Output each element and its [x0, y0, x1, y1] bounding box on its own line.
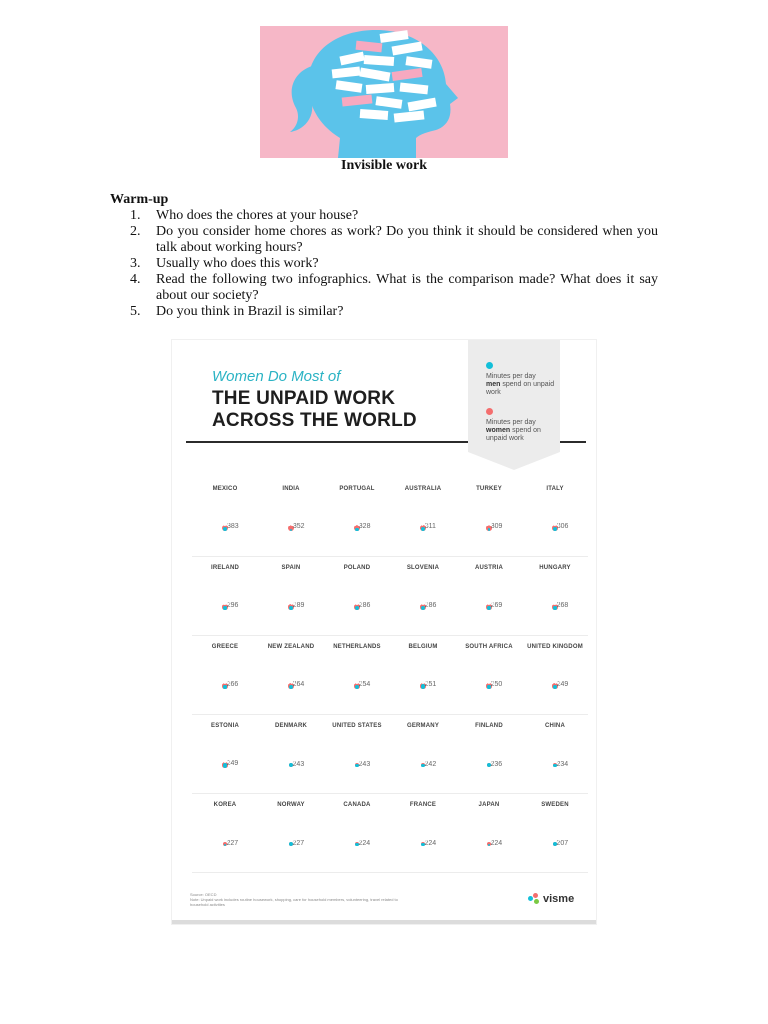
question-number: 2. — [130, 224, 141, 239]
women-value: 352 — [292, 522, 305, 530]
legend-men — [486, 362, 558, 397]
women-value: 296 — [226, 602, 239, 610]
question-text: Do you consider home chores as work? Do you think it should be considered when you talk about working hours? — [156, 224, 658, 255]
women-value: 224 — [424, 839, 437, 847]
legend-women-swatch — [486, 408, 493, 415]
women-value: 236 — [490, 760, 503, 768]
country-row — [192, 557, 588, 636]
country-name: INDIA — [282, 486, 300, 492]
women-value: 224 — [358, 839, 371, 847]
women-value: 227 — [292, 839, 305, 847]
country-cell — [390, 636, 456, 714]
women-value: 309 — [490, 523, 503, 531]
legend-women — [486, 408, 558, 443]
question-list — [130, 208, 658, 320]
infographic-title-line-2: ACROSS THE WORLD — [212, 410, 417, 431]
country-name: NORWAY — [277, 802, 305, 808]
women-value: 306 — [556, 523, 569, 531]
country-cell — [258, 636, 324, 714]
question-item — [130, 272, 658, 304]
women-value: 234 — [556, 760, 569, 768]
women-value: 227 — [226, 839, 239, 847]
legend-women-post: spend on unpaid work — [486, 427, 541, 442]
head-silhouette-with-notes-icon — [260, 26, 508, 158]
country-name: NETHERLANDS — [333, 644, 381, 650]
country-cell — [324, 478, 390, 556]
legend-women-pre: Minutes per day — [486, 419, 536, 426]
header-illustration — [260, 26, 508, 158]
country-cell — [522, 794, 588, 872]
country-name: UNITED STATES — [332, 723, 382, 729]
country-cell — [390, 715, 456, 793]
women-value: 328 — [358, 523, 371, 531]
country-name: JAPAN — [478, 802, 500, 808]
country-name: SOUTH AFRICA — [465, 644, 513, 650]
women-value: 207 — [556, 839, 569, 847]
men-value: 148 — [351, 837, 362, 844]
women-value: 286 — [358, 602, 371, 610]
visme-logo-icon — [528, 893, 540, 905]
country-cell — [192, 794, 258, 872]
country-name: DENMARK — [274, 723, 308, 729]
men-value: 140 — [549, 679, 560, 686]
men-value: 41 — [485, 837, 493, 844]
country-name: BELGIUM — [408, 644, 438, 650]
country-cell — [390, 794, 456, 872]
source-note — [190, 892, 410, 907]
country-name: UNITED KINGDOM — [527, 644, 583, 650]
country-row — [192, 478, 588, 557]
page-title: Invisible work — [341, 158, 427, 173]
country-cell — [258, 478, 324, 556]
men-value: 131 — [549, 521, 560, 528]
infographic-title — [212, 388, 472, 432]
women-value: 266 — [226, 681, 239, 689]
country-name: AUSTRIA — [474, 565, 504, 571]
country-cell — [456, 794, 522, 872]
country-name: ITALY — [546, 486, 564, 492]
country-row — [192, 715, 588, 794]
women-value: 251 — [424, 681, 437, 689]
country-cell — [390, 478, 456, 556]
men-value: 127 — [549, 600, 560, 607]
men-value: 166 — [417, 600, 428, 607]
country-cell — [522, 557, 588, 635]
country-name: CHINA — [545, 723, 565, 729]
infographic-bottom-border — [172, 920, 596, 924]
question-text: Read the following two infographics. What is the comparison made? What does it say about our society? — [156, 272, 658, 303]
country-name: GERMANY — [406, 723, 440, 729]
country-name: NEW ZEALAND — [267, 644, 315, 650]
country-cell — [522, 478, 588, 556]
women-value: 243 — [358, 760, 371, 768]
country-cell — [258, 557, 324, 635]
men-value: 150 — [417, 758, 428, 765]
women-value: 286 — [424, 602, 437, 610]
men-value: 133 — [351, 679, 362, 686]
country-name: PORTUGAL — [339, 486, 375, 492]
men-value: 135 — [417, 837, 428, 844]
men-value: 85 — [485, 521, 493, 528]
country-name: ESTONIA — [211, 723, 239, 729]
country-cell — [192, 478, 258, 556]
women-value: 254 — [358, 681, 371, 689]
men-value: 129 — [219, 600, 230, 607]
country-cell — [456, 557, 522, 635]
country-cell — [324, 794, 390, 872]
country-cell — [192, 636, 258, 714]
legend-men-pre: Minutes per day — [486, 373, 536, 380]
men-value: 52 — [287, 522, 295, 528]
legend-men-swatch — [486, 362, 493, 369]
question-text: Usually who does this work? — [156, 256, 319, 271]
women-value: 268 — [556, 602, 569, 610]
country-grid — [192, 478, 588, 873]
women-value: 242 — [424, 760, 437, 768]
question-item — [130, 224, 658, 256]
section-heading: Warm-up — [110, 192, 169, 207]
country-cell — [324, 636, 390, 714]
men-value: 109 — [219, 679, 230, 686]
country-cell — [456, 478, 522, 556]
legend-men-bold: men — [486, 381, 501, 388]
country-cell — [192, 715, 258, 793]
country-cell — [390, 557, 456, 635]
women-value: 224 — [490, 839, 503, 847]
country-row — [192, 794, 588, 873]
country-name: AUSTRALIA — [404, 486, 442, 492]
question-item — [130, 304, 658, 320]
country-cell — [456, 636, 522, 714]
country-cell — [258, 715, 324, 793]
men-value: 150 — [351, 758, 362, 765]
legend — [468, 340, 560, 452]
women-value: 249 — [556, 681, 569, 689]
country-name: GREECE — [211, 644, 239, 650]
country-name: FRANCE — [409, 802, 437, 808]
question-item — [130, 256, 658, 272]
source-label: Source: OECD — [190, 892, 217, 897]
women-value: 269 — [490, 602, 503, 610]
men-value: 146 — [285, 600, 296, 607]
women-value: 264 — [292, 681, 305, 689]
question-text: Who does the chores at your house? — [156, 208, 359, 223]
country-name: CANADA — [343, 802, 371, 808]
men-value: 160 — [219, 758, 230, 765]
men-value: 168 — [417, 679, 428, 686]
legend-pointer — [468, 452, 560, 470]
country-name: KOREA — [213, 802, 237, 808]
question-number: 1. — [130, 208, 141, 223]
country-name: POLAND — [343, 565, 371, 571]
women-value: 311 — [424, 523, 436, 531]
women-value: 250 — [490, 681, 503, 689]
men-value: 103 — [483, 679, 494, 686]
men-value: 186 — [285, 758, 296, 765]
women-value: 249 — [226, 760, 239, 768]
country-cell — [324, 557, 390, 635]
men-value: 157 — [483, 758, 494, 765]
country-name: IRELAND — [210, 565, 240, 571]
men-value: 159 — [351, 600, 362, 607]
country-row — [192, 636, 588, 715]
men-value: 168 — [285, 837, 296, 844]
country-name: TURKEY — [476, 486, 502, 492]
women-value: 289 — [292, 602, 305, 610]
brand-name: visme — [543, 893, 575, 905]
men-value: 96 — [353, 521, 361, 528]
country-cell — [522, 715, 588, 793]
country-cell — [324, 715, 390, 793]
brand-logo — [528, 893, 574, 905]
men-value: 141 — [285, 679, 296, 686]
legend-women-bold: women — [486, 427, 511, 434]
men-value: 45 — [221, 837, 229, 844]
men-value: 91 — [551, 758, 559, 765]
country-cell — [192, 557, 258, 635]
infographic-title-line-1: THE UNPAID WORK — [212, 388, 396, 409]
country-name: HUNGARY — [539, 565, 571, 571]
men-value: 135 — [483, 600, 494, 607]
question-number: 4. — [130, 272, 141, 287]
note-label: Note: Unpaid work includes routine housework, shopping, care for household members, volunteering, travel related to household activities — [190, 897, 398, 907]
question-text: Do you think in Brazil is similar? — [156, 304, 344, 319]
infographic — [172, 340, 596, 924]
country-name: SWEDEN — [541, 802, 569, 808]
question-number: 5. — [130, 304, 141, 319]
infographic-subtitle: Women Do Most of — [212, 368, 341, 385]
women-value: 243 — [292, 760, 305, 768]
country-name: MEXICO — [212, 486, 238, 492]
men-value: 172 — [417, 521, 428, 528]
question-item — [130, 208, 658, 224]
country-cell — [522, 636, 588, 714]
legend-men-post: spend on unpaid work — [486, 381, 555, 396]
country-cell — [258, 794, 324, 872]
country-name: FINLAND — [475, 723, 503, 729]
women-value: 383 — [226, 522, 239, 530]
question-number: 3. — [130, 256, 141, 271]
country-name: SPAIN — [281, 565, 301, 571]
country-name: SLOVENIA — [406, 565, 440, 571]
men-value: 154 — [549, 837, 560, 844]
men-value: 137 — [219, 522, 230, 529]
country-cell — [456, 715, 522, 793]
